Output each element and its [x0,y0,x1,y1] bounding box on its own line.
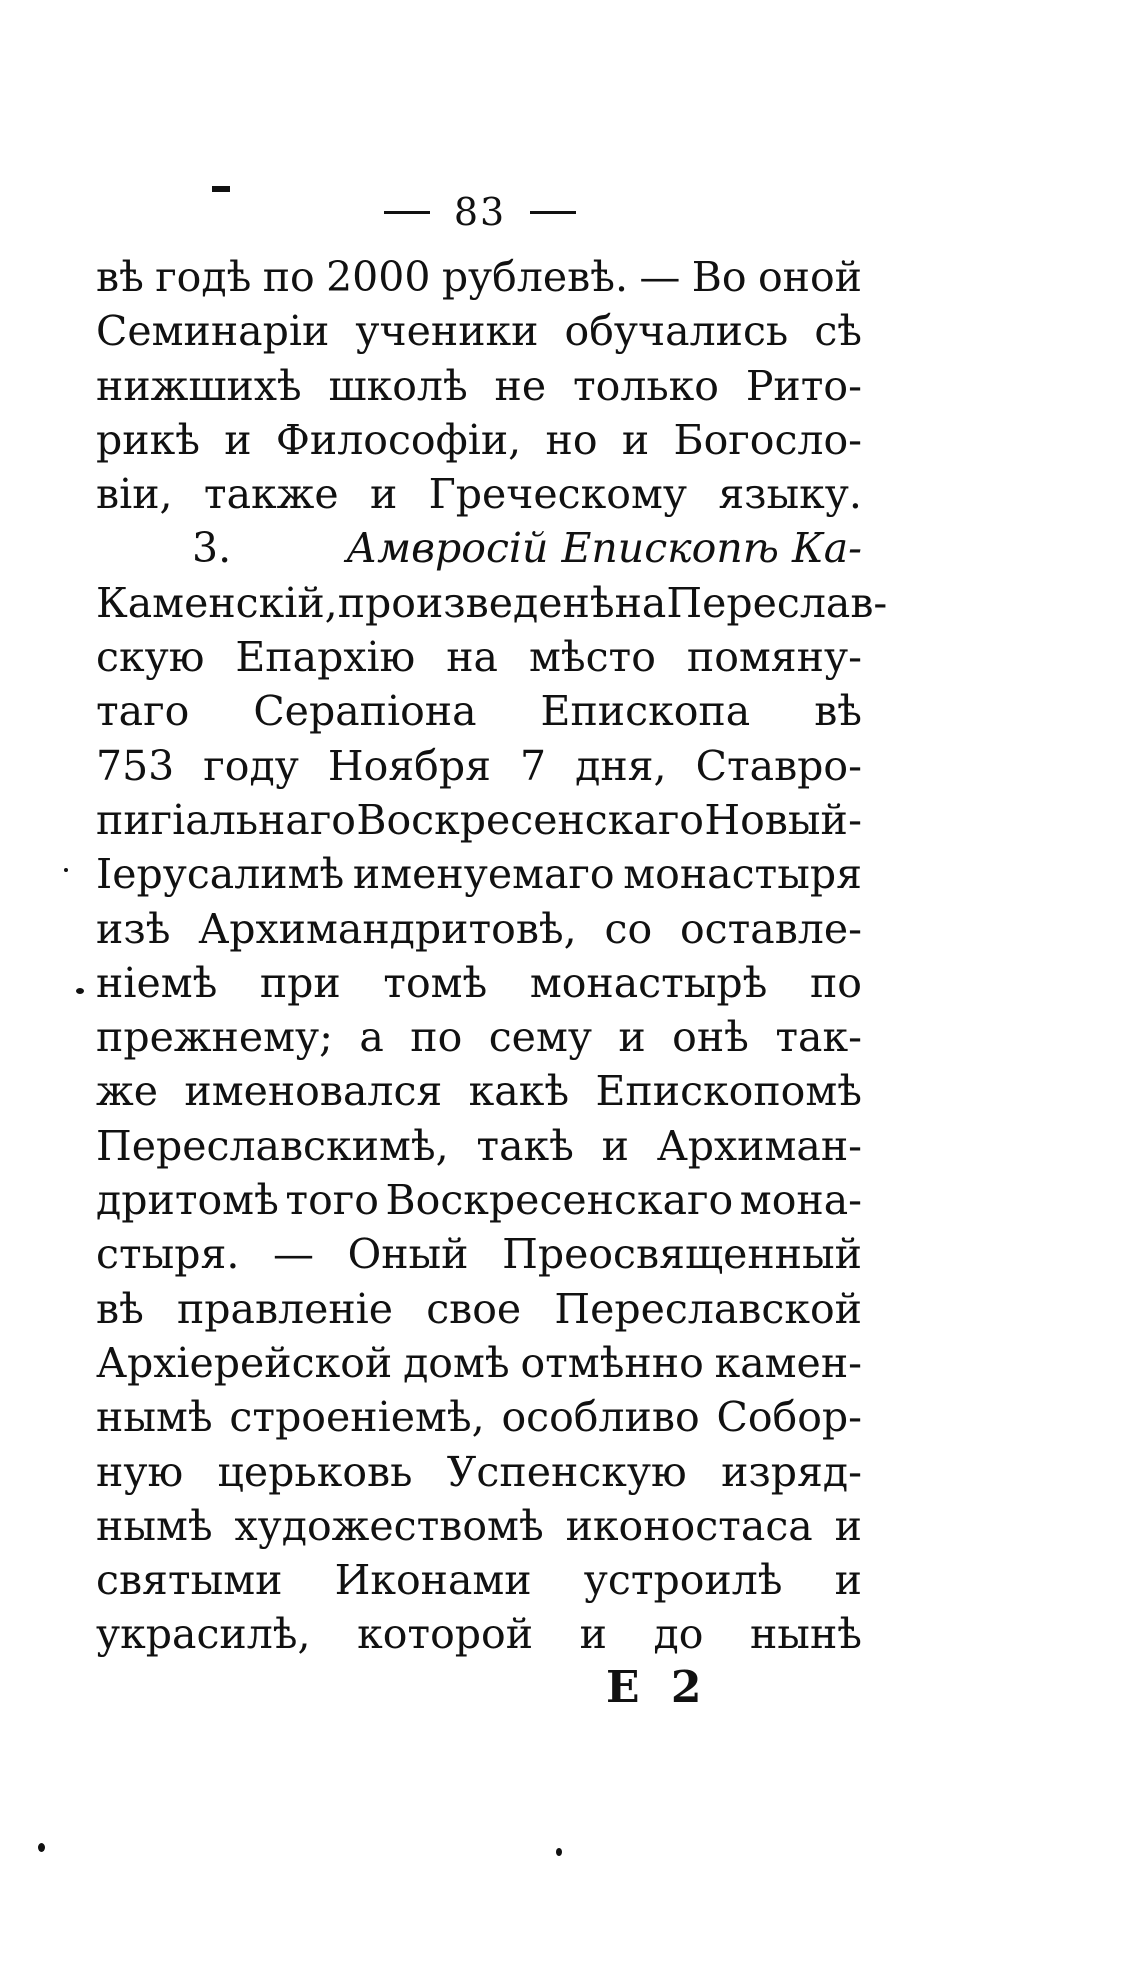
text-line: стыря. — Оный Преосвященный [96,1230,862,1279]
scan-mark [212,186,230,192]
text-line: пигіальнаго Воскресенскаго Новый - [96,795,862,844]
scan-speck [38,1843,45,1852]
scan-speck [64,868,68,872]
page-header [330,190,630,234]
text-line: нымѣ строеніемѣ, особливо Собор- [96,1393,862,1442]
text-line: Каменскій, произведенѣ на Переслав- [96,578,888,627]
text-line: скую Епархію на мѣсто помяну- [96,633,862,682]
text-line: прежнему; а по сему и онѣ так- [96,1013,862,1062]
text-line: вѣ годѣ по 2000 рублевѣ. — Во оной [96,253,862,301]
paragraph-heading: Амвросій Епископѣ Ка- [346,524,862,573]
text-line: дритомѣ того Воскресенскаго мона- [96,1176,862,1225]
text-line: Іерусалимѣ именуемаго монастыря [96,850,862,899]
text-line: таго Серапіона Епископа вѣ [96,687,862,736]
text-line: нижшихѣ школѣ не только Рито- [96,361,862,410]
text-line: Переславскимѣ, такѣ и Архиман- [96,1121,862,1170]
text-line: Архіерейской домѣ отмѣнно камен- [96,1338,862,1387]
scan-speck [556,1848,562,1856]
text-line: украсилѣ, которой и до нынѣ [96,1610,862,1659]
text-line: же именовался какѣ Епископомѣ [96,1067,862,1116]
page-number: 83 [453,190,507,234]
text-line: рикѣ и Философіи, но и Богосло- [96,415,862,464]
paragraph-number: 3. [192,524,232,573]
text-line: 753 году Ноября 7 дня, Ставро- [96,741,862,790]
text-line: ную церьковь Успенскую изряд- [96,1447,862,1496]
scan-speck [76,988,84,994]
text-line: нымѣ художествомѣ иконостаса и [96,1501,862,1550]
text-line: віи, также и Греческому языку. [96,470,862,519]
text-line: святыми Иконами устроилѣ и [96,1556,862,1605]
header-dash-left [384,211,430,214]
paragraph-heading-line [96,521,862,575]
text-line: вѣ правленіе свое Переславской [96,1284,862,1333]
header-dash-right [530,211,576,214]
body-text [96,250,888,1662]
signature-mark: E 2 [606,1662,710,1713]
text-line: изѣ Архимандритовѣ, со оставле- [96,904,862,953]
text-line: ніемѣ при томѣ монастырѣ по [96,958,862,1007]
text-line: Семинаріи ученики обучались сѣ [96,307,862,356]
